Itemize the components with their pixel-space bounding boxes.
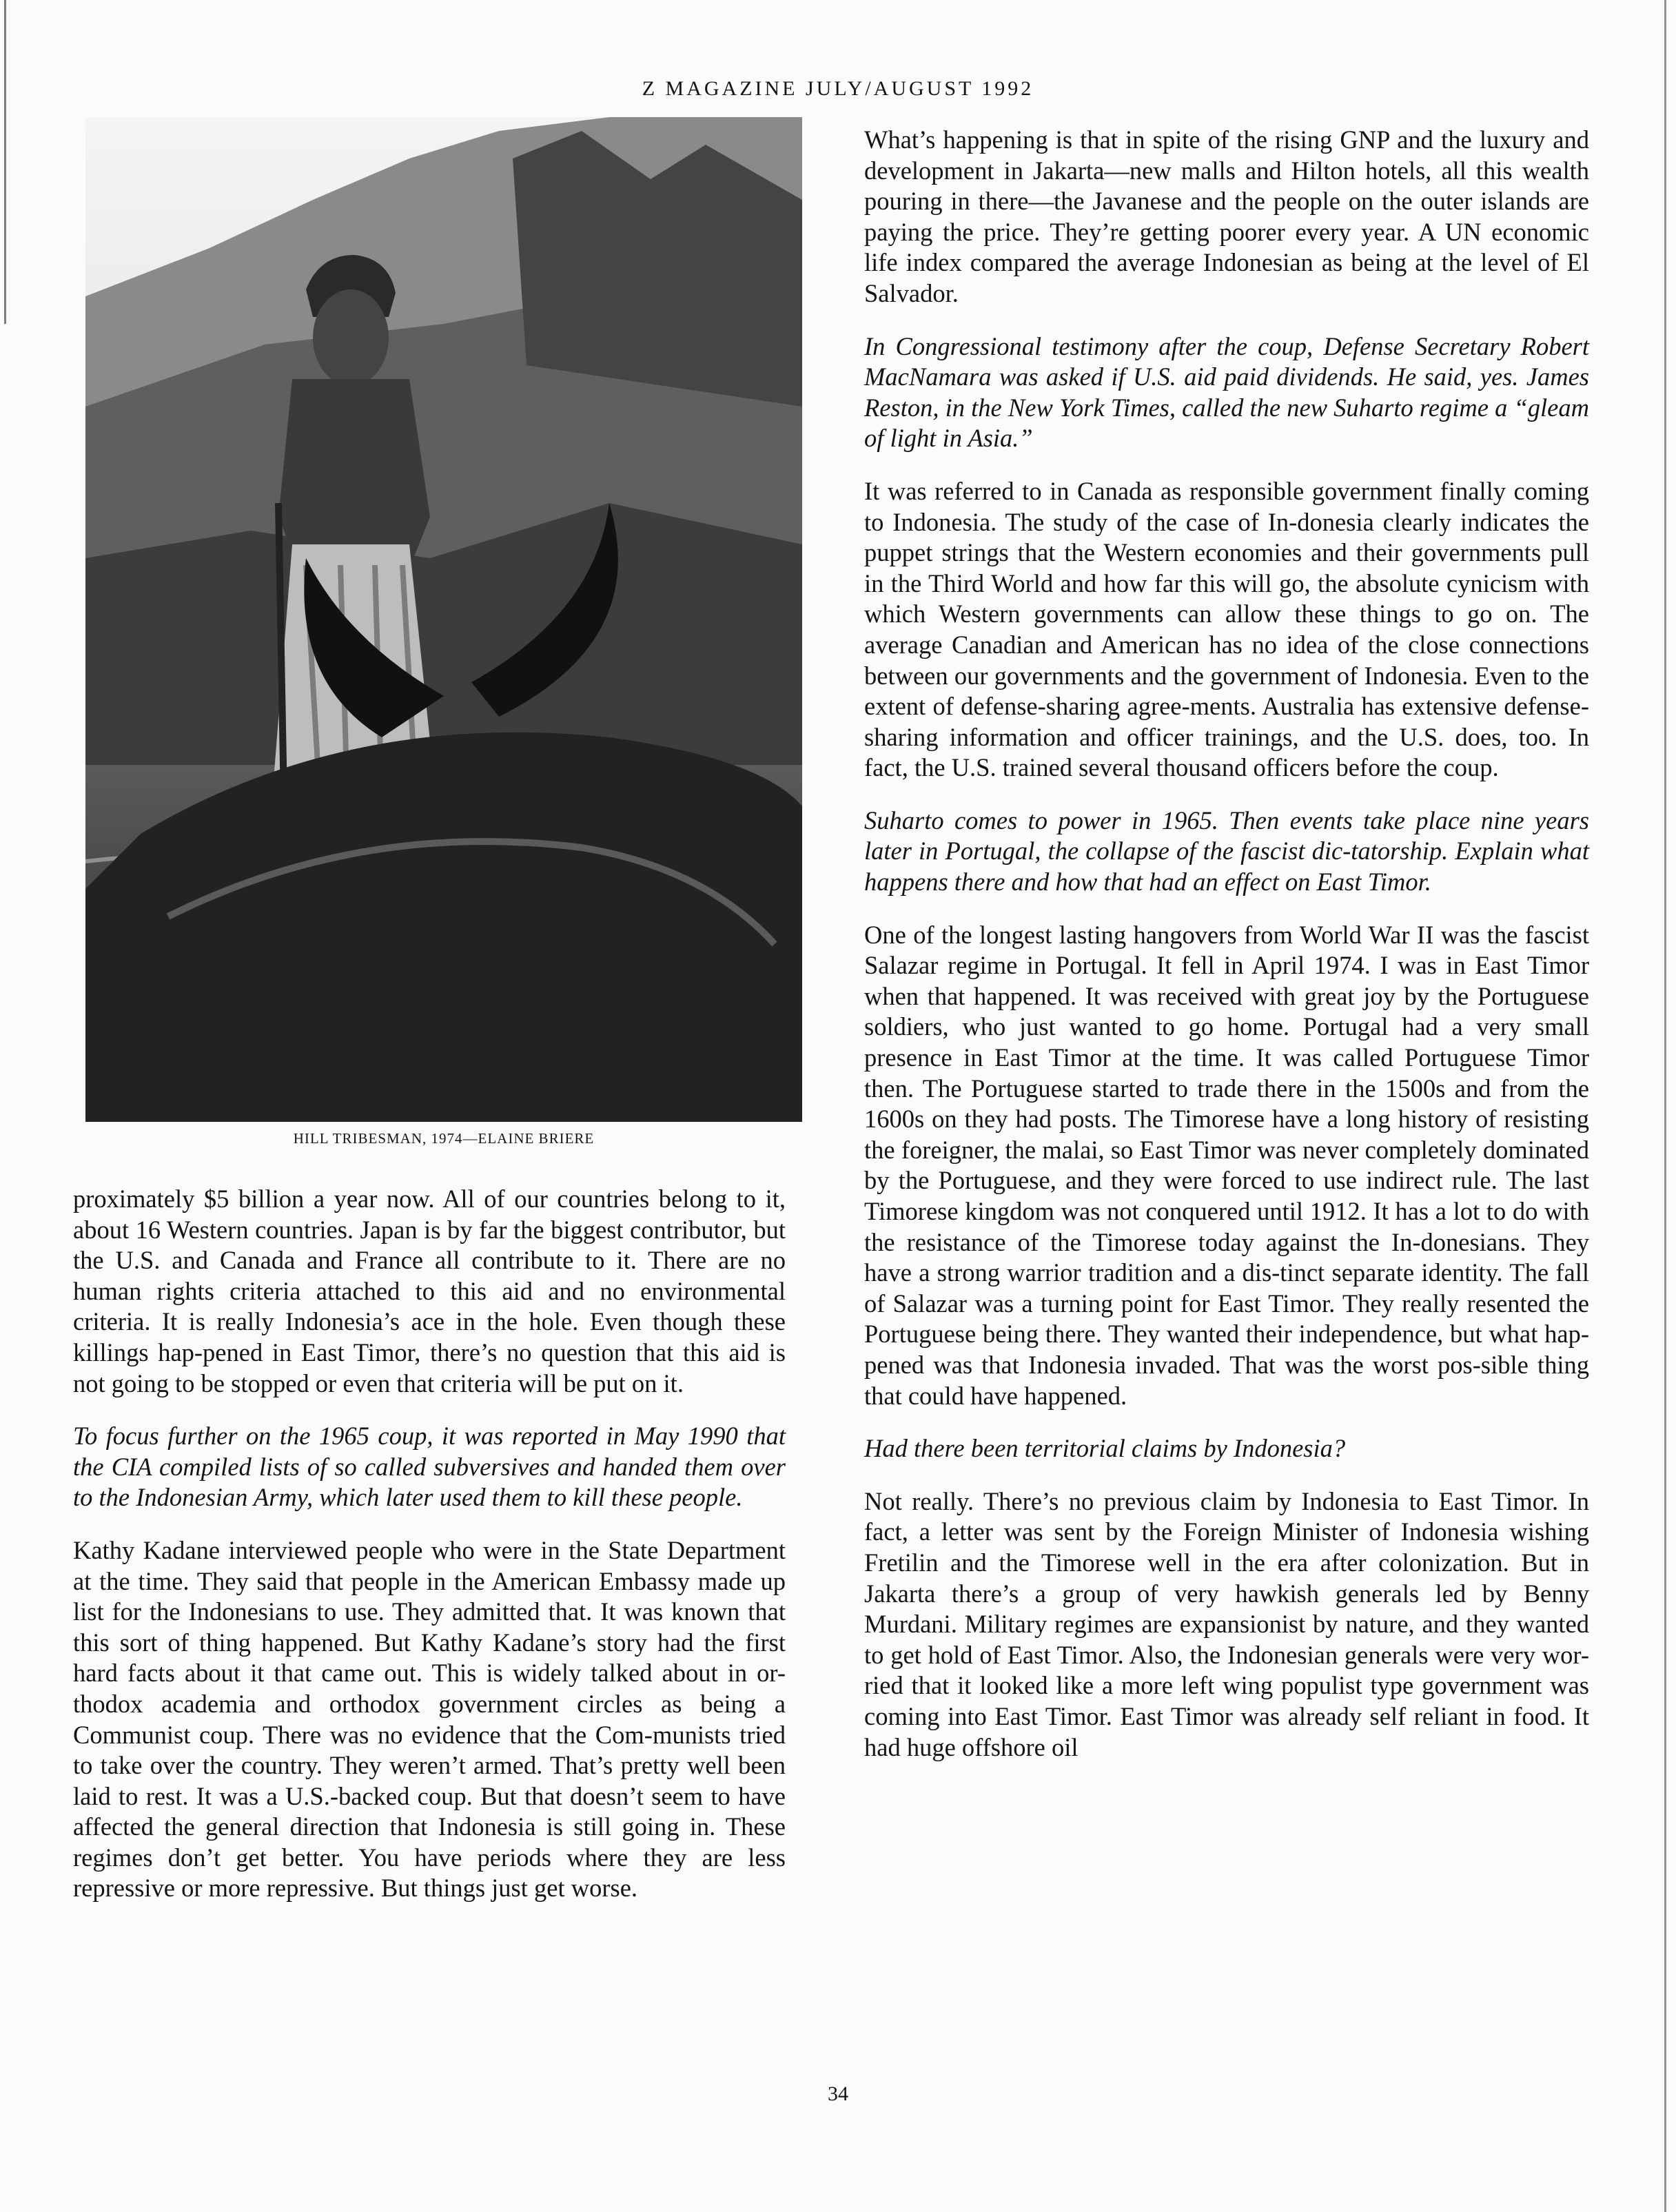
page-number: 34 — [828, 2082, 848, 2105]
paragraph: It was referred to in Canada as responsible government finally coming to Indonesia. The study of the case of In-donesia clearly indicates the puppet strings that the Western economies and their governments pull in the Third World and how far this will go, the absolute cynicism with which Western governments can allow these things to go on. The average Canadian and American has no idea of the close connections between our governments and the government of Indonesia. Even to the extent of defense-sharing agree-ments. Australia has extensive defense-sharing information and officer trainings, and the U.S. does, too. In fact, the U.S. trained several thousand officers before the coup. — [864, 476, 1589, 782]
scan-edge-left — [4, 0, 6, 324]
paragraph: One of the longest lasting hangovers from World War II was the fascist Salazar regime in Portugal. It fell in April 1974. I was in East Timor when that happened. It was received with great joy by the Portuguese soldiers, who just wanted to go home. Portugal had a very small presence in East Timor at the time. It was called Portuguese Timor then. The Portuguese started to trade there in the 1500s and from the 1600s on they had posts. The Timorese have a long history of resisting the foreigner, the malai, so East Timor was never completely dominated by the Portuguese, and they were forced to use indirect rule. The last Timorese kingdom was not conquered until 1912. It has a lot to do with the resistance of the Timorese today against the In-donesians. They have a strong warrior tradition and a dis-tinct separate identity. The fall of Salazar was a turning point for East Timor. They really resented the Portuguese being there. They wanted their independence, but what hap-pened was that Indonesia invaded. That was the worst pos-sible thing that could have happened. — [864, 920, 1589, 1410]
tribesman-photo — [85, 117, 802, 1122]
left-column — [73, 1184, 786, 1926]
photo-illustration — [85, 117, 802, 1122]
paragraph: What’s happening is that in spite of the rising GNP and the luxury and development in Jakarta—new malls and Hilton hotels, all this wealth pouring in there—the Javanese and the people on the outer islands are paying the price. They’re getting poorer every year. A UN economic life index compared the average Indonesian as being at the level of El Salvador. — [864, 125, 1589, 307]
question-paragraph: Had there been territorial claims by Indonesia? — [864, 1434, 1346, 1463]
paragraph: proximately $5 billion a year now. All of our countries belong to it, about 16 Western countries. Japan is by far the biggest contributor, but the U.S. and Canada and France all contribute to it. There are no human rights criteria attached to this aid and no environmental criteria. It is really Indonesia’s ace in the hole. Even though these killings hap-pened in East Timor, there’s no question that this aid is not going to be stopped or even that criteria will be put on it. — [73, 1185, 786, 1397]
question-paragraph: In Congressional testimony after the coup, Defense Secretary Robert MacNamara was asked if U.S. aid paid dividends. He said, yes. James Reston, in the New York Times, called the new Suharto regime a “gleam of light in Asia.” — [864, 331, 1589, 453]
question-paragraph: To focus further on the 1965 coup, it was reported in May 1990 that the CIA compiled lists of so called subversives and handed them over to the Indonesian Army, which later used them to kill these people. — [73, 1422, 786, 1512]
paragraph: Kathy Kadane interviewed people who were in the State Department at the time. They said that people in the American Embassy made up list for the Indonesians to use. They admitted that. It was known that this sort of thing happened. But Kathy Kadane’s story had the first hard facts about it that came out. This is widely talked about in or-thodox academia and orthodox government circles as being a Communist coup. There was no evidence that the Com-munists tried to take over the country. They weren’t armed. That’s pretty well been laid to rest. It was a U.S.-backed coup. But that doesn’t seem to have affected the general direction that Indonesia is still going in. These regimes don’t get better. You have periods where they are less repressive or more repressive. But things just get worse. — [73, 1535, 786, 1903]
paragraph: Not really. There’s no previous claim by Indonesia to East Timor. In fact, a letter was sent by the Foreign Minister of Indonesia wishing Fretilin and the Timorese well in the era after colonization. But in Jakarta there’s a group of very hawkish generals led by Benny Murdani. Military regimes are expansionist by nature, and they wanted to get hold of East Timor. Also, the Indonesian generals were very wor-ried that it looked like a more left wing populist type government was coming into East Timor. East Timor was already self reliant in food. It had huge offshore oil — [864, 1486, 1589, 1761]
running-header: Z MAGAZINE JULY/AUGUST 1992 — [642, 77, 1034, 100]
scan-edge-right — [1664, 0, 1666, 2212]
right-column — [864, 125, 1589, 1785]
question-paragraph: Suharto comes to power in 1965. Then events take place nine years later in Portugal, the collapse of the fascist dic-tatorship. Explain what happens there and how that had an effect on East Timor. — [864, 806, 1589, 897]
photo-caption: HILL TRIBESMAN, 1974—ELAINE BRIERE — [293, 1130, 595, 1147]
